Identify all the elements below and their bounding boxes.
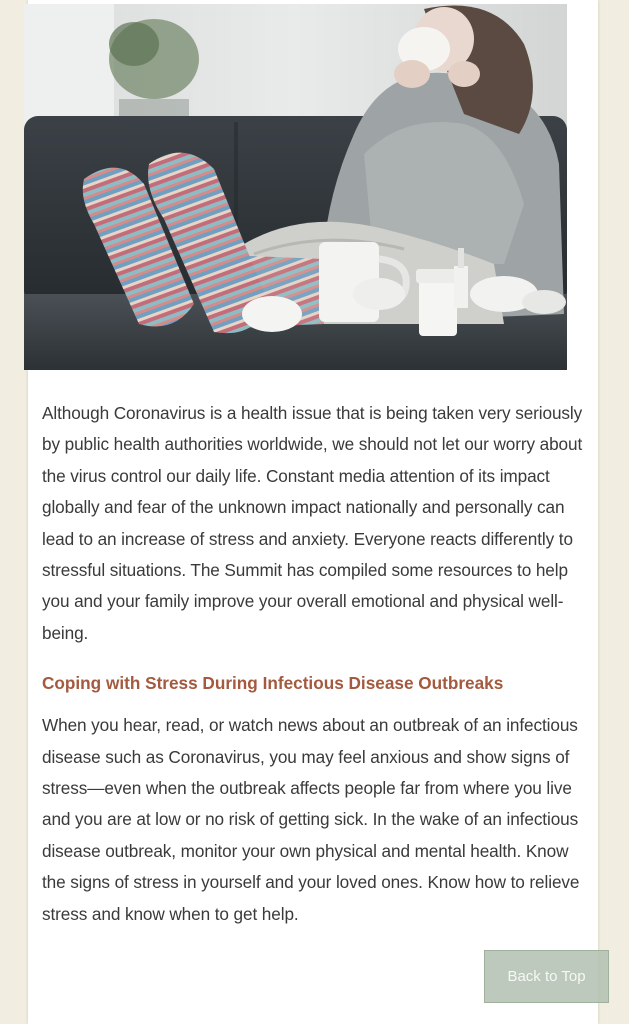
intro-paragraph: Although Coronavirus is a health issue that is being taken very seriously by public health authorities worldwide, we should not let our worry about the virus control our daily life. Constant media attention of its impact globally and fear of the unknown impact nationally and personally can lead to an increase of stress and anxiety. Everyone reacts differently to stressful situations. The Summit has compiled some resources to help you and your family improve your overall emotional and physical well-being. xyxy=(42,403,583,643)
hero-image xyxy=(24,4,567,370)
back-to-top-button[interactable]: Back to Top xyxy=(484,950,609,1003)
article-content xyxy=(42,398,594,930)
section-heading: Coping with Stress During Infectious Disease Outbreaks xyxy=(42,673,504,694)
sick-woman-on-couch-photo xyxy=(24,4,567,370)
section-paragraph: When you hear, read, or watch news about an outbreak of an infectious disease such as Coronavirus, you may feel anxious and show signs of stress—even when the outbreak affects people far from where you live and you are at low or no risk of getting sick. In the wake of an infectious disease outbreak, monitor your own physical and mental health. Know the signs of stress in yourself and your loved ones. Know how to relieve stress and know when to get help. xyxy=(42,715,580,924)
